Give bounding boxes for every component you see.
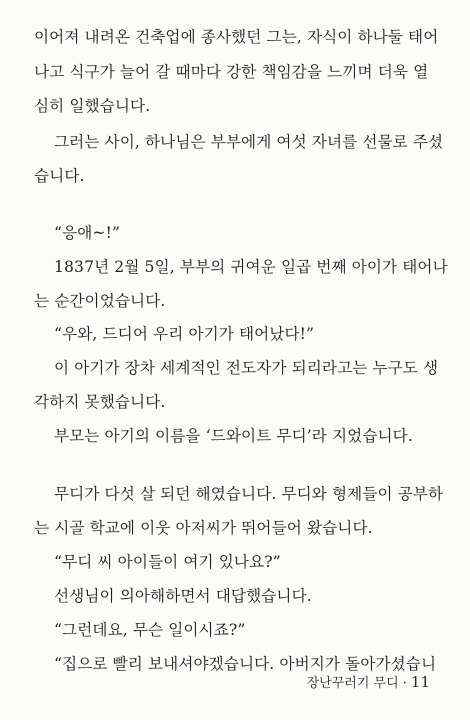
text-line: “우와, 드디어 우리 아기가 태어났다!” [54, 325, 315, 343]
text-line: 이 아기가 장차 세계적인 전도자가 되리라고는 누구도 생 [54, 359, 439, 377]
page-footer [307, 672, 430, 691]
text-line: 그러는 사이, 하나님은 부부에게 여섯 자녀를 선물로 주셨 [54, 133, 444, 151]
text-line: 습니다. [34, 167, 85, 185]
text-line: 는 시골 학교에 이웃 아저씨가 뛰어들어 왔습니다. [34, 519, 373, 537]
text-line: 나고 식구가 늘어 갈 때마다 강한 책임감을 느끼며 더욱 열 [34, 63, 429, 81]
text-line: 무디가 다섯 살 되던 해였습니다. 무디와 형제들이 공부하 [54, 485, 444, 503]
text-line: “그런데요, 무슨 일이시죠?” [54, 621, 246, 639]
text-line: 이어져 내려온 건축업에 종사했던 그는, 자식이 하나둘 태어 [34, 28, 439, 46]
text-line: “집으로 빨리 보내셔야겠습니다. 아버지가 돌아가셨습니 [54, 655, 437, 673]
text-line: 부모는 아기의 이름을 ‘드와이트 무디’라 지었습니다. [54, 427, 413, 445]
text-line: “무디 씨 아이들이 여기 있나요?” [54, 553, 281, 571]
text-line: “응애~!” [54, 224, 121, 242]
text-line: 심히 일했습니다. [34, 97, 151, 115]
page-number: 11 [410, 673, 430, 691]
text-line: 각하지 못했습니다. [34, 393, 166, 411]
text-line: 1837년 2월 5일, 부부의 귀여운 일곱 번째 아이가 태어나 [54, 258, 448, 276]
book-title: 장난꾸러기 무디 · [306, 676, 407, 691]
text-line: 는 순간이었습니다. [34, 292, 166, 310]
text-line: 선생님이 의아해하면서 대답했습니다. [54, 587, 312, 605]
